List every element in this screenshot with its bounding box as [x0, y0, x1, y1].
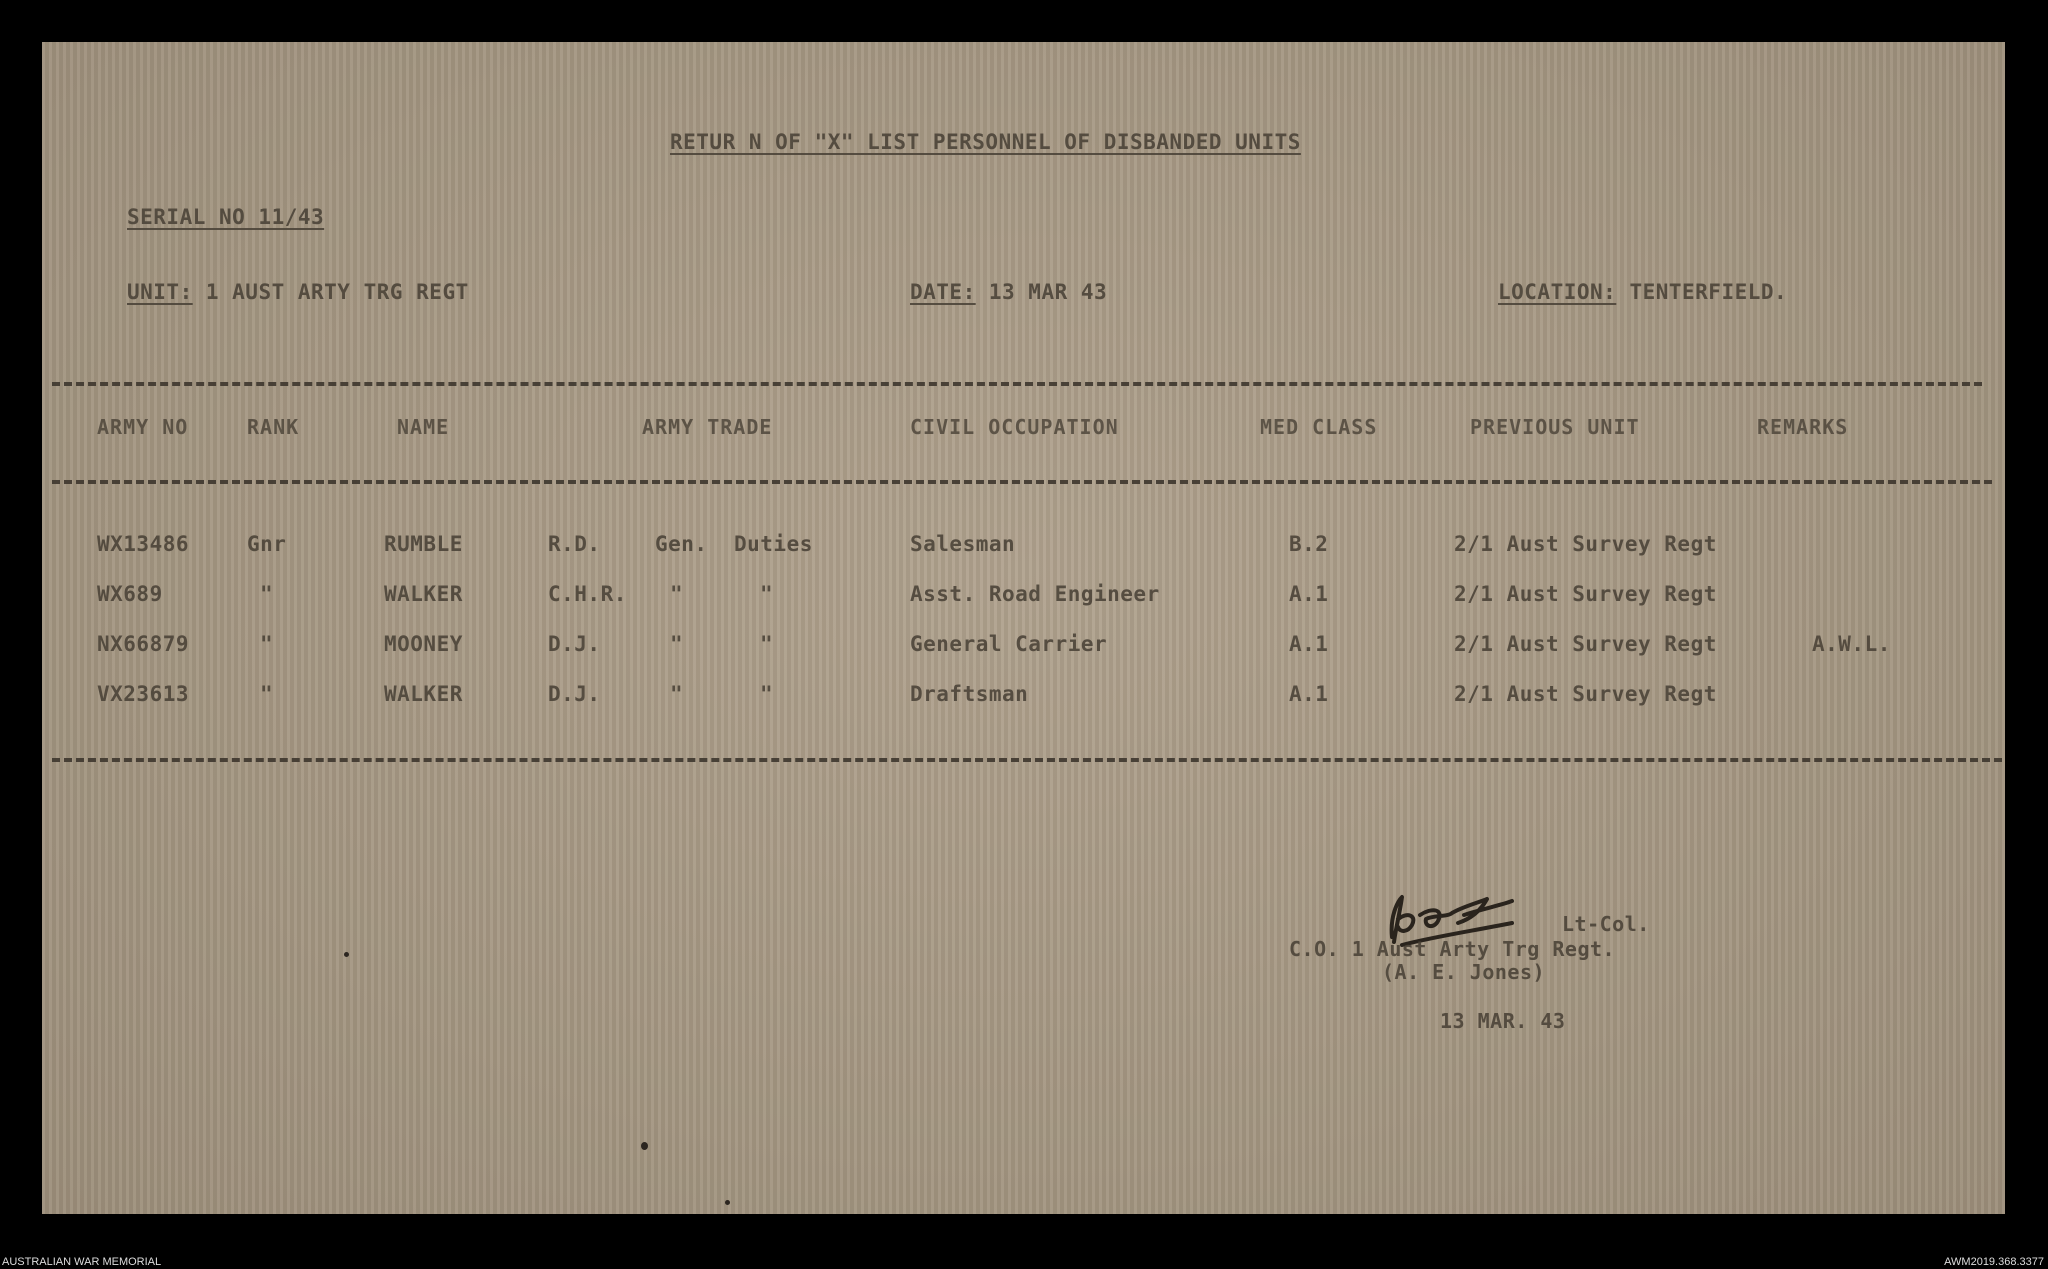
cell-initials: D.J. — [548, 682, 601, 706]
cell-previous-unit: 2/1 Aust Survey Regt — [1454, 582, 1717, 606]
cell-trade-b: " — [760, 582, 774, 606]
cell-army-no: WX13486 — [97, 532, 190, 556]
cell-surname: MOONEY — [384, 632, 463, 656]
ink-speck — [725, 1200, 730, 1205]
signatory-rank: Lt-Col. — [1562, 912, 1650, 936]
unit-label: UNIT: — [127, 280, 193, 304]
cell-previous-unit: 2/1 Aust Survey Regt — [1454, 632, 1717, 656]
signatory-role: C.O. 1 Aust Arty Trg Regt. — [1289, 937, 1616, 961]
archive-caption: AUSTRALIAN WAR MEMORIAL — [2, 1256, 162, 1268]
unit-line — [127, 280, 469, 304]
cell-trade-b: " — [760, 632, 774, 656]
cell-trade-a: " — [670, 582, 684, 606]
document-title: RETUR N OF "X" LIST PERSONNEL OF DISBANDED UNITS — [670, 130, 1301, 154]
header-army-no: ARMY NO — [97, 415, 189, 439]
cell-occupation: Draftsman — [910, 682, 1029, 706]
header-med-class: MED CLASS — [1260, 415, 1378, 439]
cell-surname: WALKER — [384, 682, 463, 706]
cell-surname: RUMBLE — [384, 532, 463, 556]
cell-med-class: A.1 — [1289, 682, 1329, 706]
ink-speck — [344, 952, 349, 957]
cell-army-no: WX689 — [97, 582, 163, 606]
cell-med-class: B.2 — [1289, 532, 1329, 556]
cell-trade-a: " — [670, 632, 684, 656]
location-label: LOCATION: — [1498, 280, 1617, 304]
cell-rank: " — [260, 682, 274, 706]
date-label: DATE: — [910, 280, 976, 304]
cell-occupation: General Carrier — [910, 632, 1108, 656]
header-civil-occupation: CIVIL OCCUPATION — [910, 415, 1119, 439]
cell-rank: Gnr — [247, 532, 287, 556]
cell-initials: R.D. — [548, 532, 601, 556]
cell-med-class: A.1 — [1289, 582, 1329, 606]
document-sheet — [42, 42, 2005, 1214]
cell-rank: " — [260, 632, 274, 656]
header-name: NAME — [397, 415, 450, 439]
cell-previous-unit: 2/1 Aust Survey Regt — [1454, 682, 1717, 706]
signature-date: 13 MAR. 43 — [1440, 1009, 1566, 1033]
location-line — [1498, 280, 1787, 304]
cell-surname: WALKER — [384, 582, 463, 606]
cell-trade-a: Gen. — [655, 532, 708, 556]
unit-value: 1 AUST ARTY TRG REGT — [205, 280, 469, 304]
location-value: TENTERFIELD. — [1629, 280, 1788, 304]
cell-med-class: A.1 — [1289, 632, 1329, 656]
header-army-trade: ARMY TRADE — [642, 415, 773, 439]
cell-trade-b: " — [760, 682, 774, 706]
serial-number: SERIAL NO 11/43 — [127, 205, 325, 229]
header-bottom-rule — [52, 480, 1992, 484]
cell-occupation: Salesman — [910, 532, 1016, 556]
date-line — [910, 280, 1107, 304]
cell-army-no: VX23613 — [97, 682, 190, 706]
cell-trade-a: " — [670, 682, 684, 706]
cell-previous-unit: 2/1 Aust Survey Regt — [1454, 532, 1717, 556]
cell-occupation: Asst. Road Engineer — [910, 582, 1160, 606]
date-value: 13 MAR 43 — [988, 280, 1108, 304]
cell-remarks: A.W.L. — [1812, 632, 1891, 656]
header-previous-unit: PREVIOUS UNIT — [1470, 415, 1640, 439]
cell-initials: D.J. — [548, 632, 601, 656]
header-rank: RANK — [247, 415, 300, 439]
table-top-rule — [52, 382, 1982, 386]
cell-army-no: NX66879 — [97, 632, 190, 656]
ink-speck — [641, 1142, 648, 1150]
cell-rank: " — [260, 582, 274, 606]
cell-initials: C.H.R. — [548, 582, 627, 606]
header-remarks: REMARKS — [1757, 415, 1849, 439]
table-bottom-rule — [52, 758, 2002, 762]
cell-trade-b: Duties — [734, 532, 813, 556]
signatory-name: (A. E. Jones) — [1382, 960, 1546, 984]
archive-id: AWM2019.368.3377 — [1944, 1256, 2044, 1268]
